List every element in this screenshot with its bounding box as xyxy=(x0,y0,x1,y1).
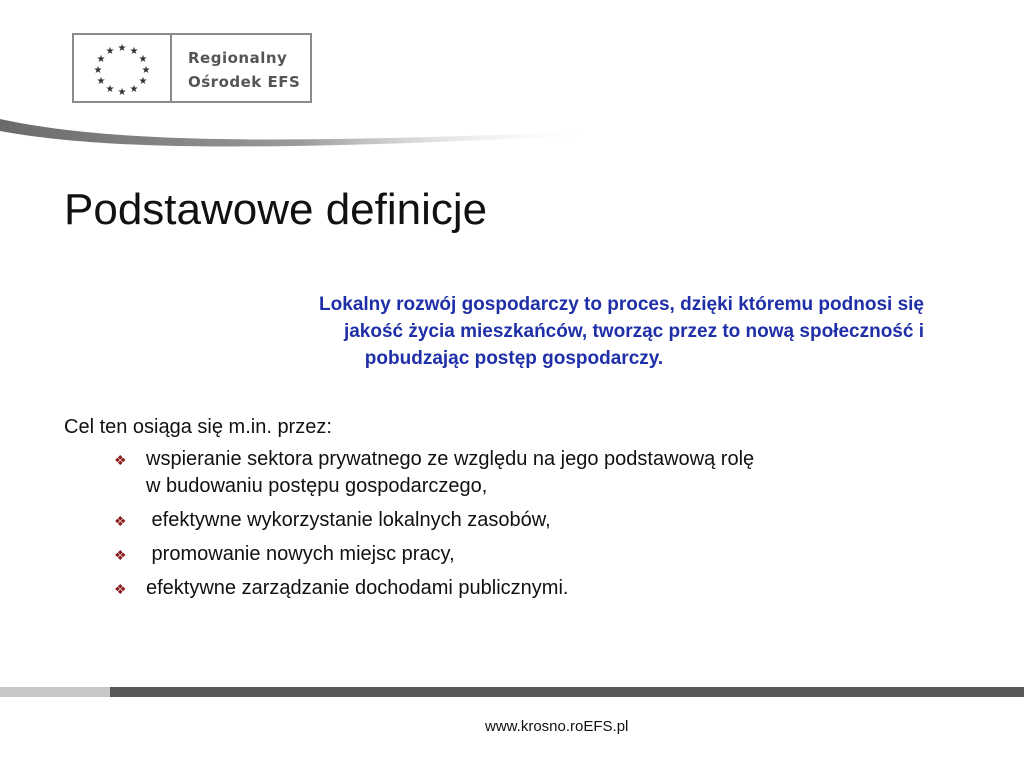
diamond-bullet-icon: ❖ xyxy=(114,581,127,597)
eu-stars-icon xyxy=(74,35,170,101)
svg-text:★: ★ xyxy=(138,76,148,87)
svg-text:★: ★ xyxy=(105,46,115,57)
svg-text:★: ★ xyxy=(129,46,139,57)
definition-line-1: Lokalny rozwój gospodarczy to proces, dzięki któremu podnosi się xyxy=(319,294,924,315)
svg-text:★: ★ xyxy=(96,54,106,65)
bullet-list xyxy=(110,446,940,609)
slide-title: Podstawowe definicje xyxy=(64,185,488,234)
diamond-bullet-icon: ❖ xyxy=(114,547,127,563)
logo-divider xyxy=(170,35,172,101)
svg-text:★: ★ xyxy=(117,43,127,54)
bullet-line: efektywne zarządzanie dochodami publicznymi. xyxy=(146,577,569,599)
logo-text xyxy=(188,46,300,94)
header-swoosh xyxy=(0,105,620,165)
diamond-bullet-icon: ❖ xyxy=(114,513,127,529)
svg-text:★: ★ xyxy=(117,87,127,98)
footer-url[interactable]: www.krosno.roEFS.pl xyxy=(485,718,629,735)
svg-text:★: ★ xyxy=(141,65,151,76)
footer-bar-light xyxy=(0,687,110,697)
svg-text:★: ★ xyxy=(93,65,103,76)
bullet-line: wspieranie sektora prywatnego ze względu na jego podstawową rolę xyxy=(146,448,755,470)
intro-text: Cel ten osiąga się m.in. przez: xyxy=(64,416,332,438)
svg-text:★: ★ xyxy=(105,84,115,95)
list-item xyxy=(110,507,940,534)
bullet-line: efektywne wykorzystanie lokalnych zasobów, xyxy=(146,509,551,531)
logo xyxy=(72,33,312,103)
diamond-bullet-icon: ❖ xyxy=(114,452,127,468)
logo-line-1: Regionalny xyxy=(188,49,288,67)
list-item xyxy=(110,575,940,602)
definition-text xyxy=(104,291,924,372)
bullet-line: promowanie nowych miejsc pracy, xyxy=(146,543,455,565)
definition-line-3: pobudzając postęp gospodarczy. xyxy=(364,348,664,369)
list-item xyxy=(110,541,940,568)
svg-text:★: ★ xyxy=(138,54,148,65)
bullet-line: w budowaniu postępu gospodarczego, xyxy=(146,475,488,497)
logo-line-2: Ośrodek EFS xyxy=(188,73,301,91)
svg-text:★: ★ xyxy=(129,84,139,95)
svg-text:★: ★ xyxy=(96,76,106,87)
list-item xyxy=(110,446,940,500)
definition-line-2: jakość życia mieszkańców, tworząc przez to nową społeczność i xyxy=(343,321,924,342)
footer-bar-dark xyxy=(110,687,1024,697)
